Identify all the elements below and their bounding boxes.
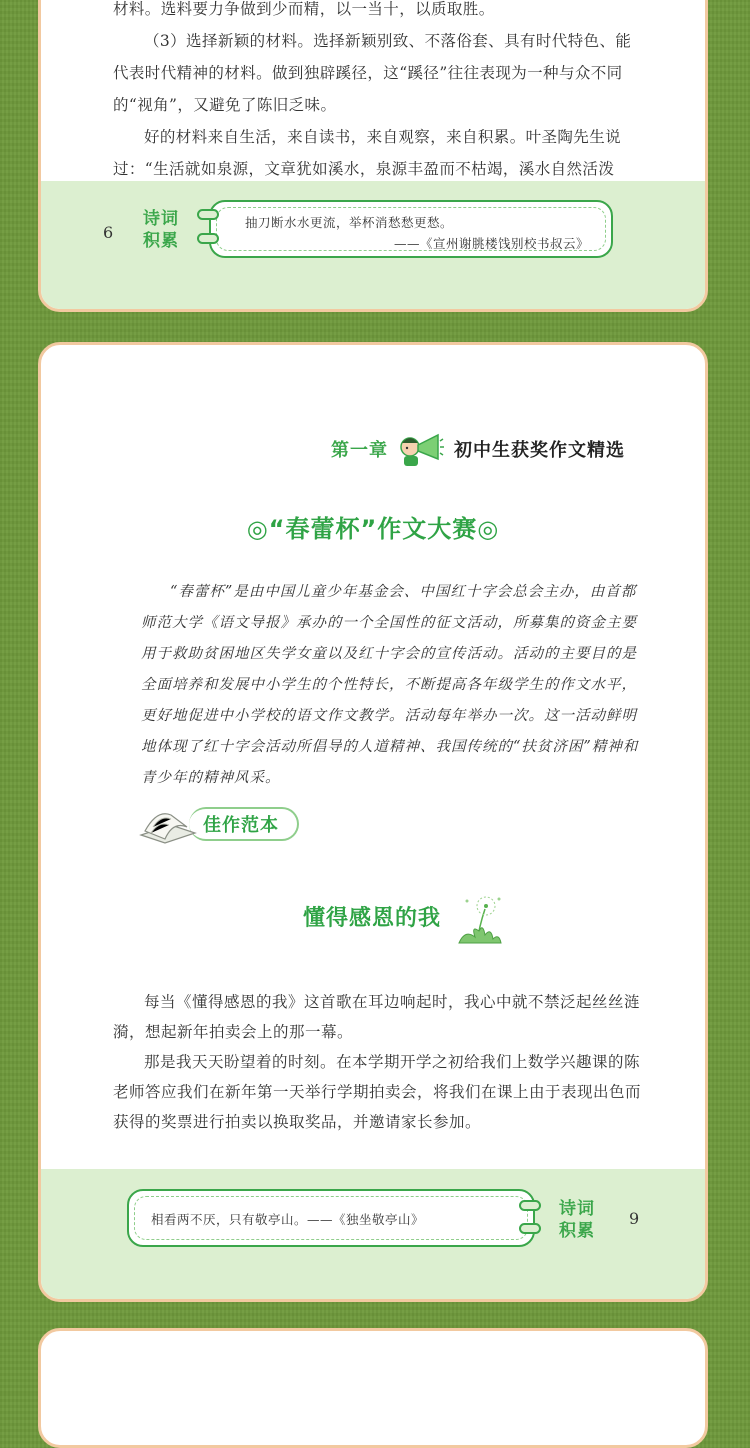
book-page-6 — [38, 0, 708, 312]
contest-title: ◎“春蕾杯”作文大赛◎ — [246, 515, 500, 543]
page-number: 6 — [103, 223, 114, 242]
tag-label: 佳作范本 — [203, 815, 279, 836]
poetry-accumulation-label: 诗词 积累 — [559, 1199, 595, 1241]
book-page-9 — [38, 342, 708, 1302]
poem-line: 抽刀断水水更流，举杯消愁愁更愁。 — [245, 215, 454, 230]
model-essay-tag — [137, 803, 307, 849]
dandelion-icon — [455, 893, 505, 945]
essay-paragraph-1: 每当《懂得感恩的我》这首歌在耳边响起时，我心中就不禁泛起丝丝涟漪，想起新年拍卖会上的那一幕。 — [113, 993, 641, 1041]
megaphone-kid-icon — [398, 429, 444, 469]
binder-ring-icon — [519, 1200, 541, 1211]
page-number: 9 — [629, 1209, 640, 1228]
page-footer — [41, 181, 705, 312]
poem-source: ——《宣州谢朓楼饯别校书叔云》 — [393, 236, 589, 251]
essay-title: 懂得感恩的我 — [303, 906, 442, 931]
partial-paragraph: 材料。选料要力争做到少而精，以一当十，以质取胜。 — [113, 0, 495, 18]
contest-intro: “春蕾杯”是由中国儿童少年基金会、中国红十字会总会主办，由首都师范大学《语文导报》承办的一个全国性的征文活动，所募集的资金主要用于救助贫困地区失学女童以及红十字会的宣传活动。活动的主要目的是全面培养和发展中小学生的个性特长，不断提高各年级学生的作文水平，更好地促进中小学校的语文作文教学。活动每年举办一次。这一活动鲜明地体现了红十字会活动所倡导的人道精神、我国传统的“扶贫济困”精神和青少年的精神风采。 — [141, 584, 639, 786]
paragraph-material-sources: 好的材料来自生活，来自读书，来自观察，来自积累。叶圣陶先生说过：“生活就如泉源，文章犹如溪水，泉源丰盈而不枯竭，溪水自然活泼 — [113, 128, 622, 178]
open-book-icon — [137, 803, 201, 847]
paragraph-new-material: （3）选择新颖的材料。选择新颖别致、不落俗套、具有时代特色、能代表时代精神的材料。做到独辟蹊径，这“蹊径”往往表现为一种与众不同的“视角”，又避免了陈旧乏味。 — [113, 32, 632, 114]
binder-ring-icon — [519, 1223, 541, 1234]
chapter-header — [331, 429, 625, 469]
poem-box — [127, 1189, 535, 1247]
book-page-next — [38, 1328, 708, 1448]
binder-ring-icon — [197, 209, 219, 220]
chapter-title: 初中生获奖作文精选 — [454, 440, 625, 461]
binder-ring-icon — [197, 233, 219, 244]
chapter-number: 第一章 — [331, 440, 388, 461]
essay-paragraph-2: 那是我天天盼望着的时刻。在本学期开学之初给我们上数学兴趣课的陈老师答应我们在新年第一天举行学期拍卖会，将我们在课上由于表现出色而获得的奖票进行拍卖以换取奖品，并邀请家长参加。 — [113, 1053, 642, 1131]
poem-box — [209, 200, 613, 258]
page-footer — [41, 1169, 705, 1302]
poetry-accumulation-label: 诗词 积累 — [143, 209, 179, 251]
poem-line: 相看两不厌，只有敬亭山。——《独坐敬亭山》 — [151, 1212, 425, 1227]
